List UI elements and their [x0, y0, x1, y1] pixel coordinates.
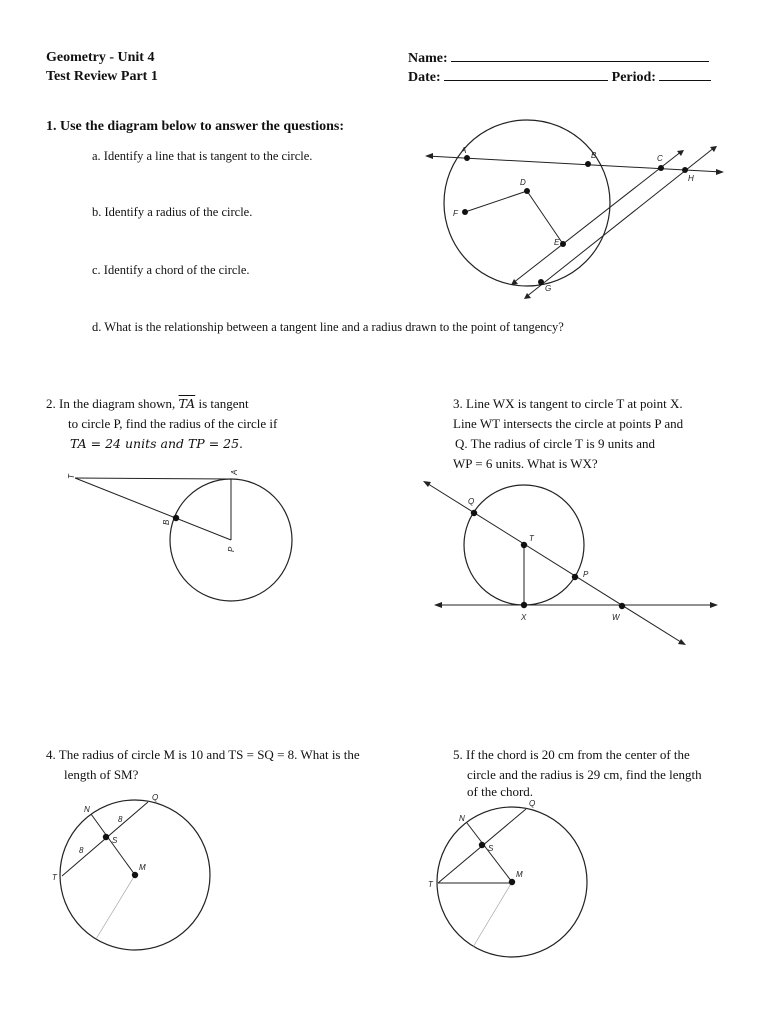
q1-part-b: b. Identify a radius of the circle.: [92, 205, 253, 219]
period-label: Period:: [611, 70, 656, 85]
q1-part-c: c. Identify a chord of the circle.: [92, 263, 250, 277]
q2-label-a: A: [230, 469, 239, 475]
q1-label-g: G: [545, 284, 552, 293]
date-label: Date:: [408, 70, 441, 85]
q3-line3: Q. The radius of circle T is 9 units and: [455, 436, 656, 451]
q3-label-t: T: [529, 534, 534, 543]
q1-part-a: a. Identify a line that is tangent to the circle.: [92, 149, 313, 163]
q1-label-d: D: [520, 178, 526, 187]
q5-line1: 5. If the chord is 20 cm from the center of the: [453, 747, 690, 762]
q2-line2: to circle P, find the radius of the circle if: [68, 416, 278, 431]
q4-label-m: M: [139, 863, 146, 872]
q3-label-x: X: [521, 613, 527, 622]
q5-line2: circle and the radius is 29 cm, find the length: [467, 767, 702, 782]
q1-label-a: A: [461, 146, 467, 155]
q3-label-w: W: [612, 613, 620, 622]
q3-line4: WP = 6 units. What is WX?: [453, 456, 598, 471]
q4-label-s: S: [112, 836, 118, 845]
q1-part-d: d. What is the relationship between a tangent line and a radius drawn to the point of tangency?: [92, 320, 564, 334]
q2-line3: TA = 24 units and TP = 25.: [70, 436, 244, 451]
q2-text-pre: 2. In the diagram shown,: [46, 396, 176, 411]
q1-label-c: C: [657, 154, 663, 163]
q3-line2: Line WT intersects the circle at points P and: [453, 416, 684, 431]
q4-label-n: N: [84, 805, 90, 814]
q4-label-sq-length: 8: [118, 815, 123, 824]
q4-label-ts-length: 8: [79, 846, 84, 855]
q2-label-p: P: [227, 546, 236, 552]
q2-text-post: is tangent: [198, 396, 249, 411]
course-title: Geometry - Unit 4: [46, 50, 155, 65]
q4-line1: 4. The radius of circle M is 10 and TS = SQ = 8. What is the: [46, 747, 360, 762]
q4-line2: length of SM?: [64, 767, 139, 782]
q1-heading: 1. Use the diagram below to answer the questions:: [46, 119, 345, 134]
q1-label-h: H: [688, 174, 694, 183]
q5-line3: of the chord.: [467, 784, 534, 799]
q1-label-e: E: [554, 238, 560, 247]
q5-label-s: S: [488, 844, 494, 853]
page-title: Test Review Part 1: [46, 69, 158, 84]
q4-label-q: Q: [152, 793, 159, 802]
q5-point-m: [509, 879, 515, 885]
q2-segment-ta: $\overline{TA}$: [178, 396, 196, 411]
q5-label-q: Q: [529, 799, 536, 808]
q1-label-f: F: [453, 209, 458, 218]
q2-label-b: B: [162, 519, 171, 525]
q4-label-t: T: [52, 873, 57, 882]
q1-label-b: B: [591, 151, 597, 160]
q3-label-q: Q: [468, 497, 475, 506]
q5-point-s: [479, 842, 485, 848]
q5-label-n: N: [459, 814, 465, 823]
q3-line1: 3. Line WX is tangent to circle T at point X.: [453, 396, 683, 411]
q2-label-t: T: [67, 474, 76, 479]
q5-label-m: M: [516, 870, 523, 879]
name-label: Name:: [408, 51, 448, 66]
q3-label-p: P: [583, 570, 589, 579]
q5-label-t: T: [428, 880, 433, 889]
q5-radius-hint: [473, 882, 512, 947]
